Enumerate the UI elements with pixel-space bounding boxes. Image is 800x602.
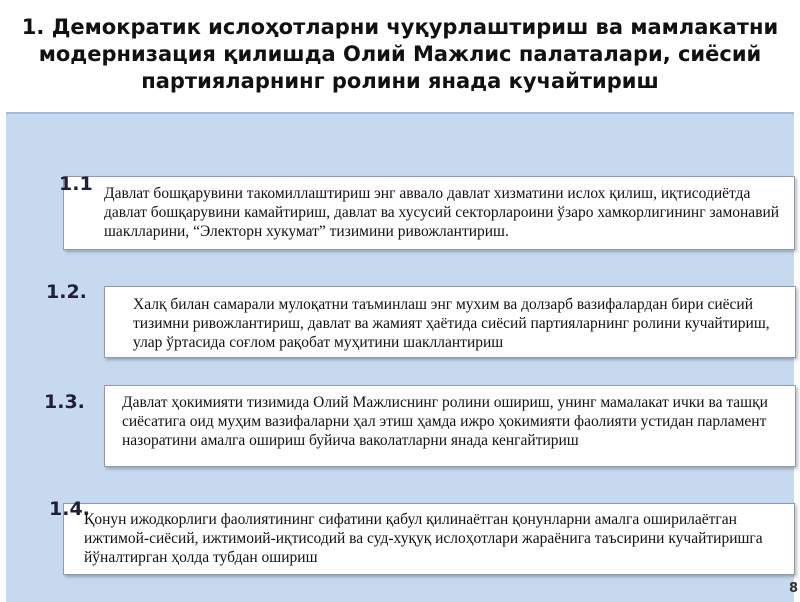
item-box-2 [104,286,796,358]
item-box-4 [63,503,795,575]
item-box-1 [63,176,795,250]
page-number: 8 [788,581,798,596]
item-text-3: Давлат ҳокимияти тизимида Олий Мажлиснинг ролини ошириш, унинг мамалакат ички ва ташқи сиёсатига оид муҳим вазифаларни ҳал этиш ҳамда ижро ҳокимияти фаолияти устидан парламент назоратини амалга ошириш буйича ваколатларни янада кенгайтириш [122,394,768,449]
item-box-3 [104,385,796,467]
item-number-2: 1.2. [46,281,87,303]
item-number-3: 1.3. [44,391,85,413]
item-number-4: 1.4. [49,498,90,520]
slide-title: 1. Демократик ислоҳотларни чуқурлаштириш ва мамлакатни модернизация қилишда Олий Мажлис палаталари, сиёсий партияларнинг ролини янада кучайтириш [21,15,779,93]
item-text-1: Давлат бошқарувини такомиллаштириш энг аввало давлат хизматини ислох қилиш, иқтисодиётда давлат бошқарувини камайтириш, давлат ва хусусий секторлароини ўзаро хамкорлигининг замонавий шаклларини, “Электорн хукумат” тизимини ривожлантириш. [104,185,780,240]
item-text-4: Қонун ижодкорлиги фаолиятининг сифатини қабул қилинаётган қонунларни амалга оширилаётган ижтимой-сиёсий, ижтимоий-иқтисодий ва суд-хуқуқ ислоҳотлари жараёнига таъсирини кучайтиришга йўналтирган ҳолда тубдан ошириш [84,511,763,566]
item-text-2: Халқ билан самарали мулоқатни таъминлаш энг мухим ва долзарб вазифалардан бири сиёсий тизимни ривожлантириш, давлат ва жамият ҳаётида сиёсий партияларнинг ролини кучайтириш, улар ўртасида соғлом рақобат муҳитини шакллантириш [133,296,770,351]
item-number-1: 1.1 [59,173,93,195]
